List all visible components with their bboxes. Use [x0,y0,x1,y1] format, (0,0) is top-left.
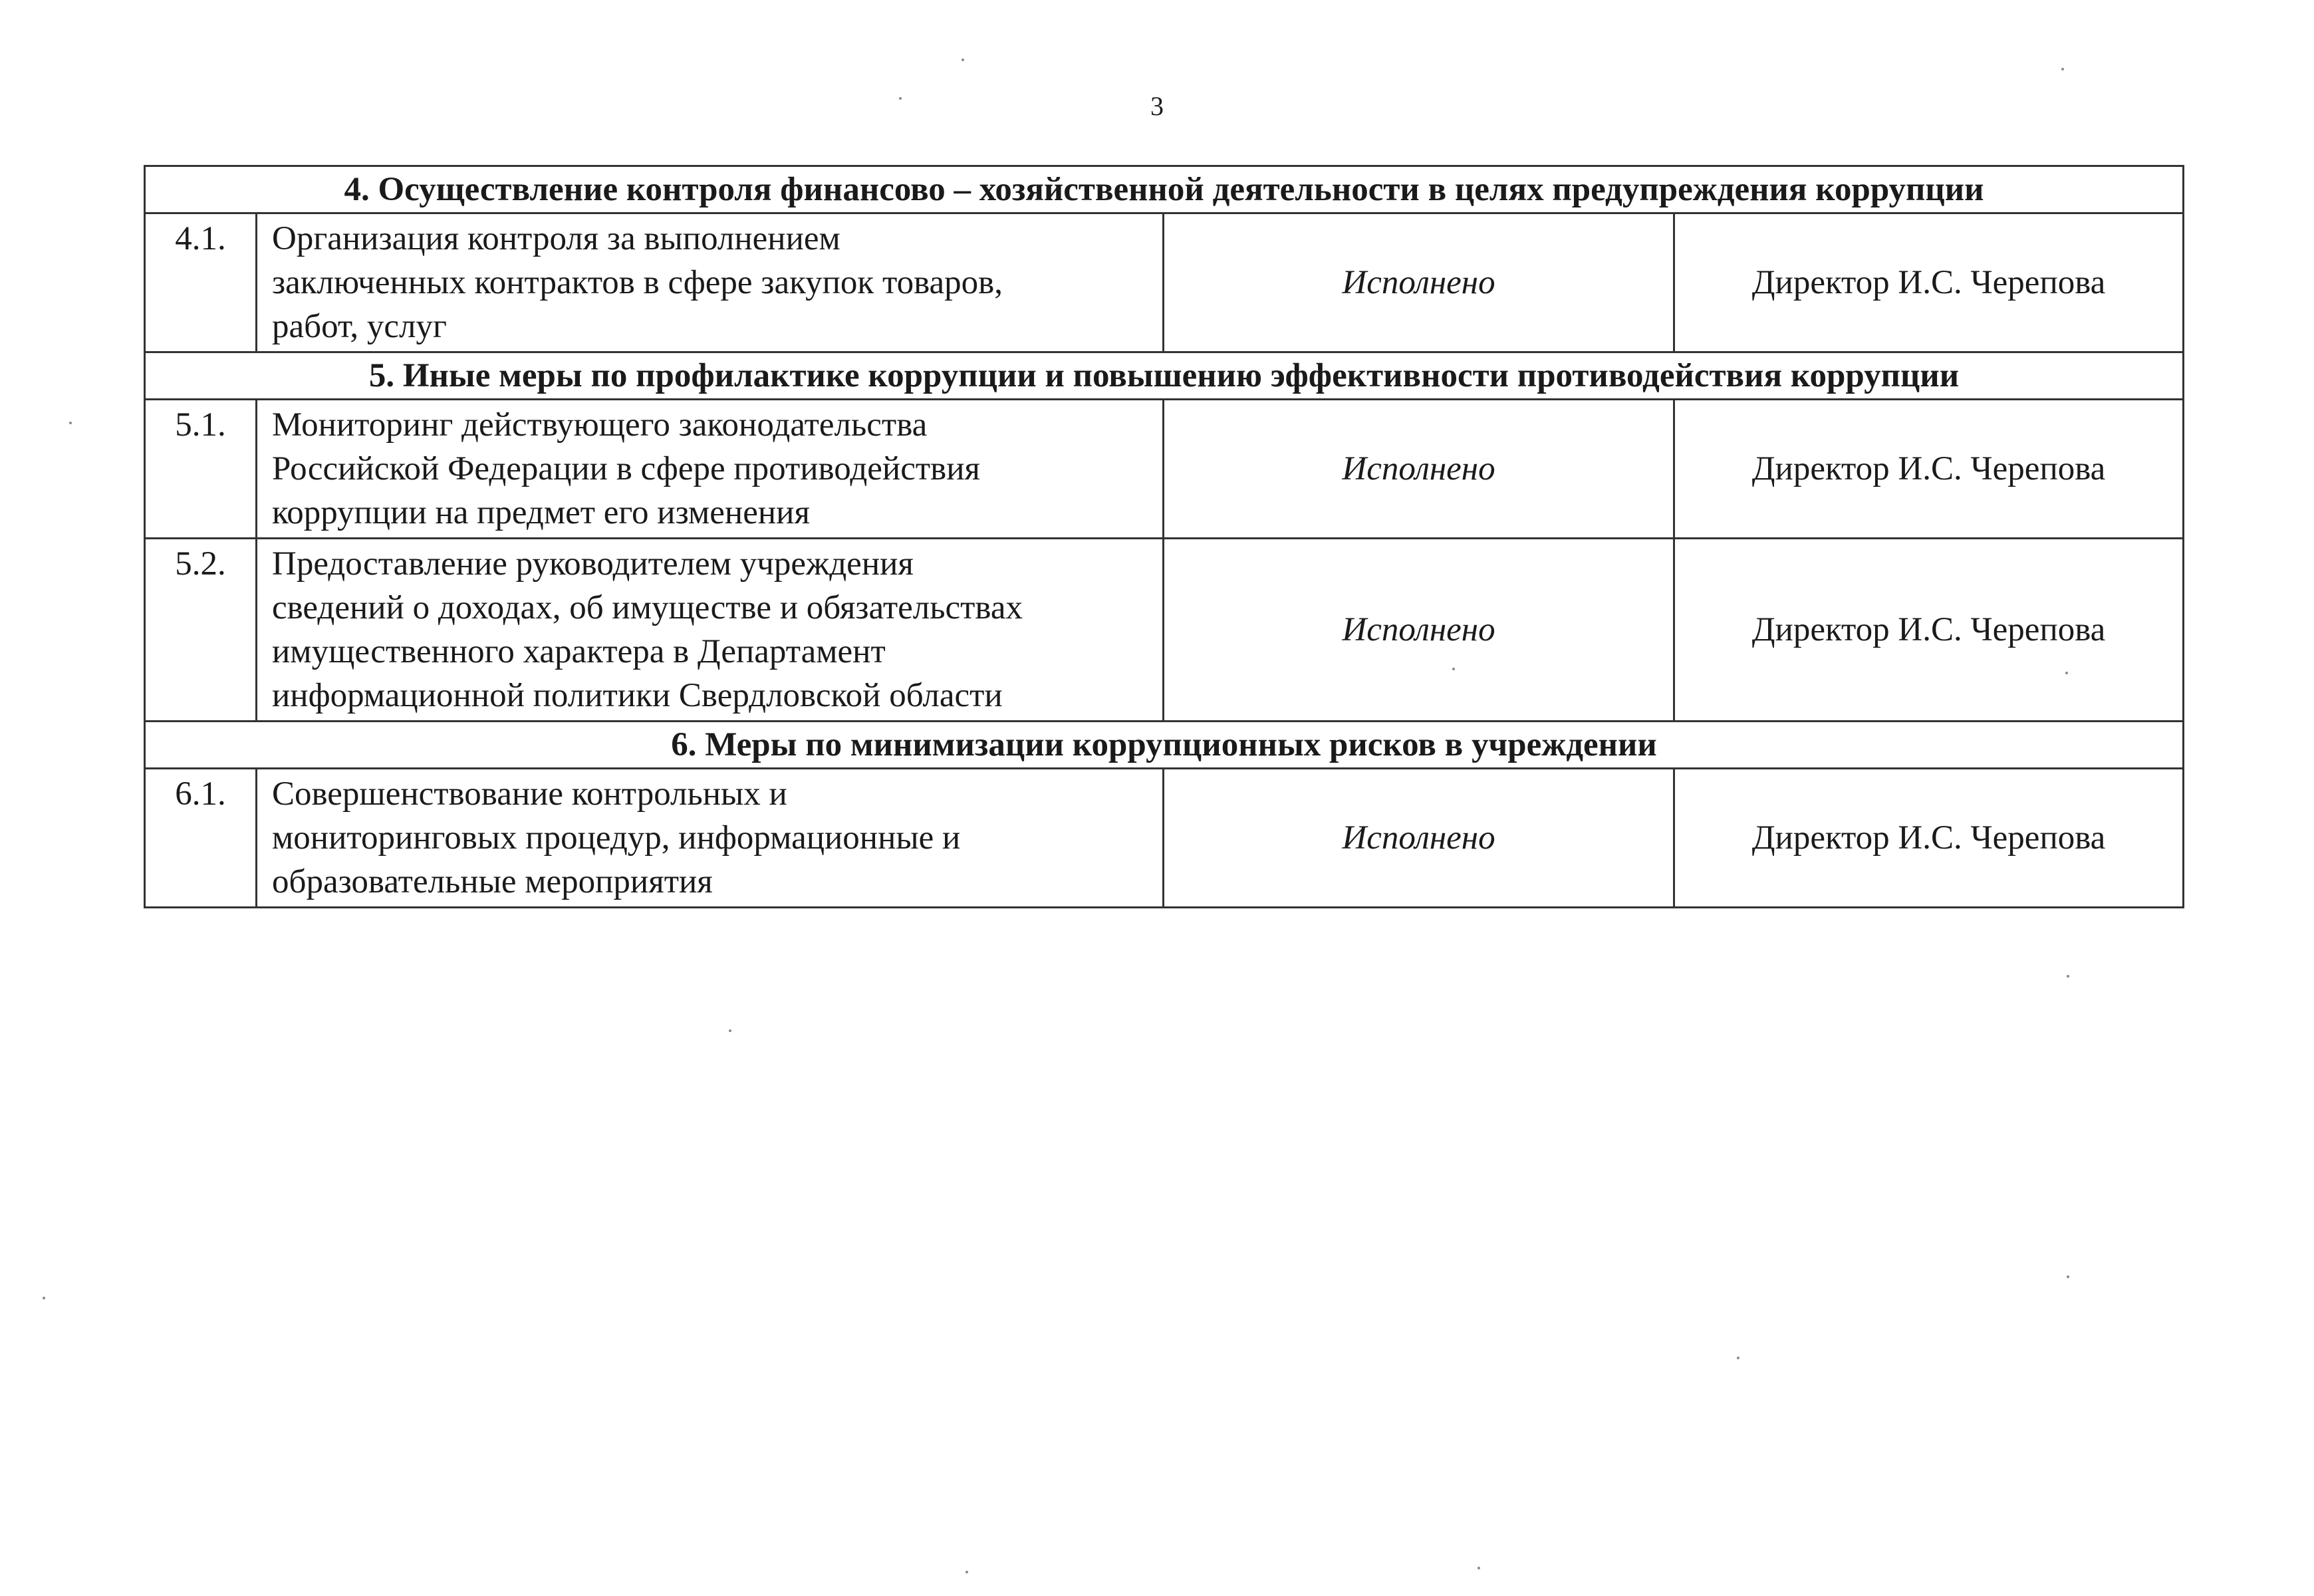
page-number: 3 [1150,91,1164,121]
table-row [145,400,2184,539]
table-row [145,539,2184,722]
table-row [145,769,2184,908]
scan-speck [1478,1567,1480,1569]
item-description-line: Мониторинг действующего законодательства [272,406,928,444]
scan-speck [69,422,72,424]
scan-speck [1737,1357,1739,1359]
item-description-line: работ, услуг [272,308,447,345]
item-description-line: сведений о доходах, об имуществе и обязательствах [272,589,1023,626]
item-description-line: коррупции на предмет его изменения [272,494,810,531]
item-number: 6.1. [145,769,257,908]
item-description-line: информационной политики Свердловской области [272,677,1003,714]
item-description [257,539,1164,722]
item-description-line: образовательные мероприятия [272,863,713,900]
item-description-line: имущественного характера в Департамент [272,633,886,670]
item-description [257,213,1164,352]
section-title: 5. Иные меры по профилактике коррупции и повышению эффективности противодействия коррупции [145,352,2184,400]
measures-table [144,165,2184,908]
item-responsible: Директор И.С. Черепова [1674,213,2184,352]
section-title: 6. Меры по минимизации коррупционных рисков в учреждении [145,722,2184,769]
item-responsible: Директор И.С. Черепова [1674,769,2184,908]
section-title: 4. Осуществление контроля финансово – хозяйственной деятельности в целях предупреждения коррупции [145,166,2184,213]
item-status: Исполнено [1164,400,1674,539]
scan-speck [2065,672,2068,674]
item-number: 5.2. [145,539,257,722]
item-description [257,400,1164,539]
scan-speck [1452,668,1455,670]
scan-speck [2067,975,2069,978]
item-description-line: Российской Федерации в сфере противодействия [272,450,980,487]
item-description-line: Совершенствование контрольных и [272,775,787,813]
section-header-row [145,352,2184,400]
scan-speck [899,97,902,100]
item-description-line: мониторинговых процедур, информационные и [272,819,961,857]
section-header-row [145,166,2184,213]
scan-speck [2067,1275,2069,1278]
table-row [145,213,2184,352]
scan-speck [962,59,964,61]
item-status: Исполнено [1164,769,1674,908]
scan-speck [965,1571,968,1573]
section-header-row [145,722,2184,769]
item-responsible: Директор И.С. Черепова [1674,539,2184,722]
item-number: 4.1. [145,213,257,352]
item-number: 5.1. [145,400,257,539]
scan-speck [43,1297,45,1299]
item-description-line: Организация контроля за выполнением [272,220,840,257]
scan-speck [729,1029,731,1032]
item-status: Исполнено [1164,213,1674,352]
item-responsible: Директор И.С. Черепова [1674,400,2184,539]
item-description-line: заключенных контрактов в сфере закупок товаров, [272,264,1003,301]
item-status: Исполнено [1164,539,1674,722]
scan-speck [2061,68,2064,70]
item-description-line: Предоставление руководителем учреждения [272,545,914,583]
item-description [257,769,1164,908]
